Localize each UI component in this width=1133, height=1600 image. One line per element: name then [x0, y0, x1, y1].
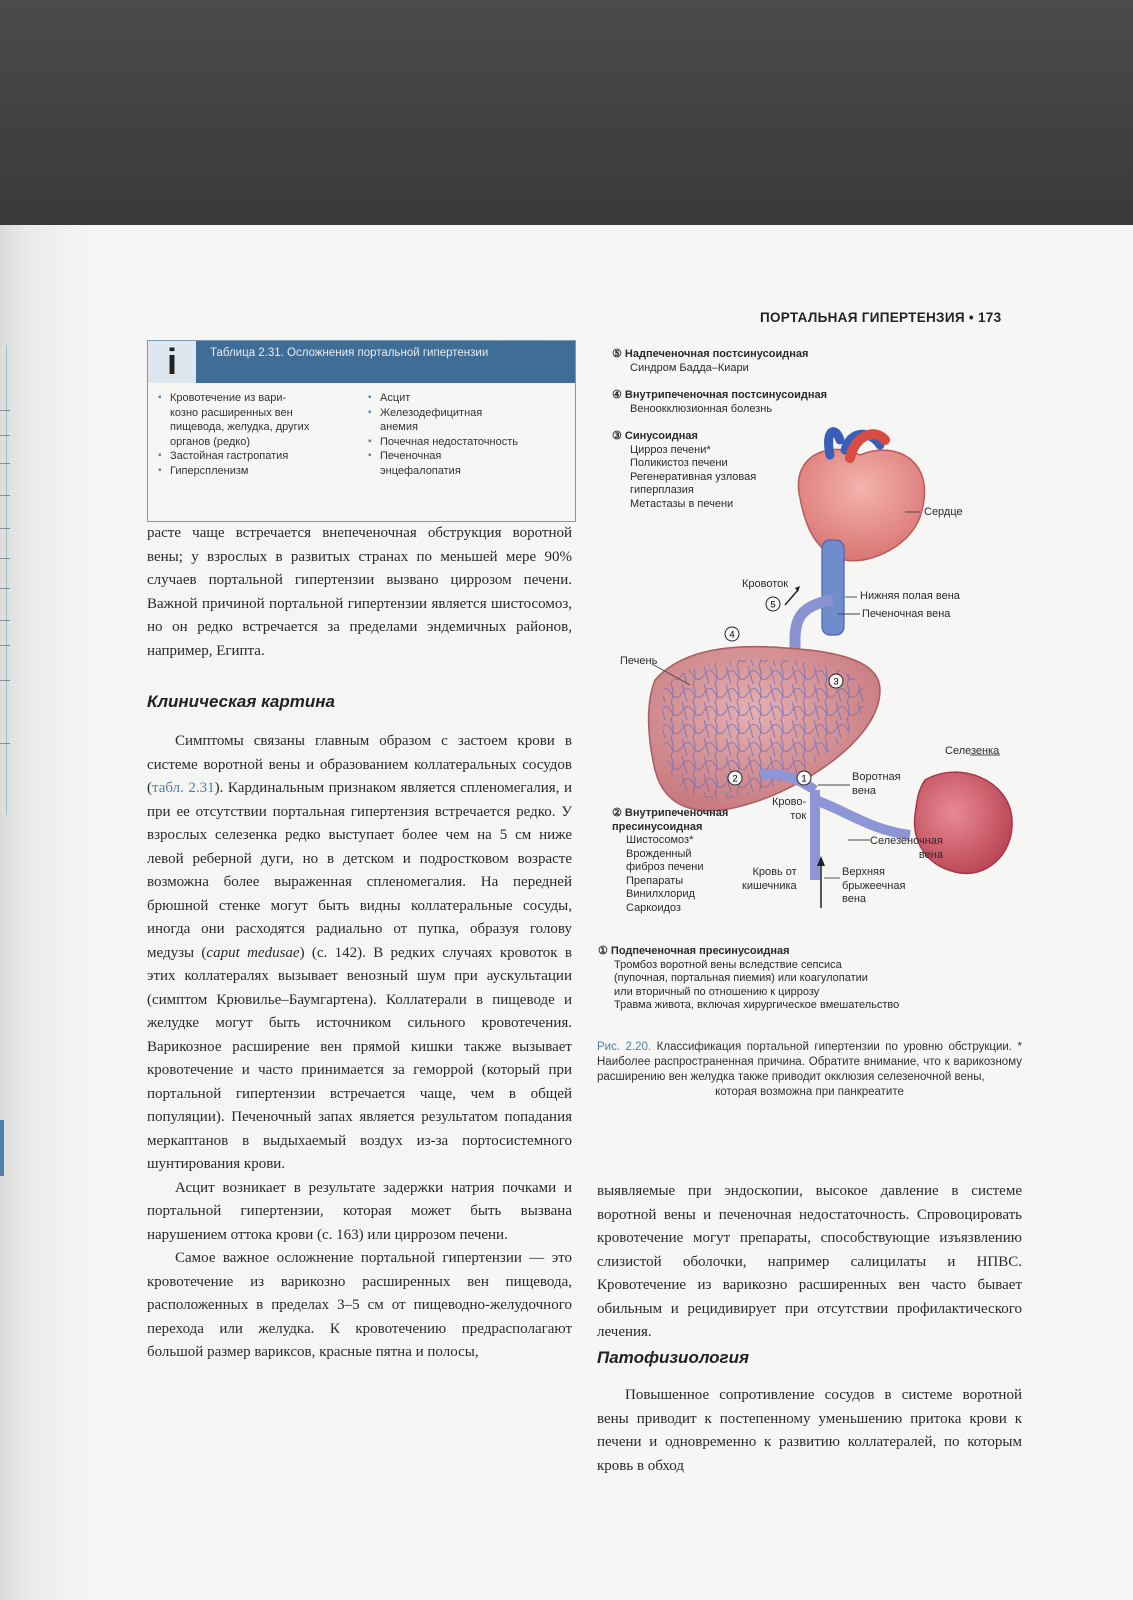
- label-blood-flow-top: Кровоток: [742, 578, 789, 590]
- label-intestine-blood: Кровь от кишечника: [742, 866, 797, 892]
- paragraph-bleeding: Самое важное осложнение портальной гипертензии — это кровотечение из варикозно расширенных вен пищевода, расположенных в пределах 3–5 см от пищеводно-желудочного перехода или желудка. К кровотечению предрасполагают большой размер вариксов, красные пятна и полосы,: [147, 1250, 572, 1360]
- group-5: ⑤ Надпеченочная постсинусоидная Синдром Бадда–Киари: [612, 348, 809, 374]
- marker-5-label: 5: [770, 599, 776, 611]
- list-item: ▪ Кровотечение из вари- козно расширенных вен пищевода, желудка, других органов (редко): [156, 391, 371, 449]
- left-intro-paragraph: расте чаще встречается внепеченочная обструкция воротной вены; у взрослых в развитых странах по меньшей мере 90% случаев портальной гипертензии вызвано циррозом печени. Важной причиной портальной гипертензии является шистосомоз, но он редко встречается за пределами эндемичных районов, например, Египта.: [147, 525, 572, 659]
- paragraph-continuation: выявляемые при эндоскопии, высокое давление в системе воротной вены и печеночная недостаточность. Спровоцировать кровотечение могут препараты, способствующие изъязвлению слизистой оболочки, например салицилаты и НПВС. Кровотечение из варикозно расширенных вен часто бывает обильным и рецидивирует при отсутствии профилактического лечения.: [597, 1183, 1022, 1340]
- marker-2-label: 2: [732, 773, 738, 785]
- paragraph-symptoms: Симптомы связаны главным образом с застоем крови в системе воротной вены и образованием коллатеральных сосудов (табл. 2.31). Кардинальным признаком является спленомегалия, и при ее отсутствии портальная гипертензия встречается редко. У взрослых селезенка редко выступает более чем на 5 см ниже левой реберной дуги, но в детском и подростковом возрасте возможна более выраженная спленомегалия. На передней брюшной стенке могут быть видны коллатеральные сосуды, иногда они расходятся радиально от пупка, образуя голову медузы (caput medusae) (с. 142). В редких случаях кровоток в этих коллатералях вызывает венозный шум при аускультации (симптом Крювилье–Баумгартена). Коллатерали в пищеводе и желудке могут быть источником сильного кровотечения. Варикозное расширение вен прямой кишки также вызывает кровотечение и часто принимается за геморрой (который при портальной гипертензии встречается чаще, чем в общей популяции). Печеночный запах является результатом попадания меркаптанов в выдыхаемый воздух из-за портосистемного шунтирования крови.: [147, 733, 572, 1172]
- paragraph-pathophysiology: Повышенное сопротивление сосудов в системе воротной вены приводит к постепенному уменьшению притока крови к печени и одновременно к развитию коллатералей, по которым кровь в обход: [597, 1387, 1022, 1474]
- inferior-vena-cava: [822, 540, 844, 635]
- table-reference-link[interactable]: табл. 2.31: [152, 780, 215, 796]
- group-4: ④ Внутрипеченочная постсинусоидная Веноокклюзионная болезнь: [612, 389, 828, 415]
- marker-3-label: 3: [833, 676, 839, 688]
- figure-caption: Рис. 2.20. Классификация портальной гипертензии по уровню обструкции. * Наиболее распространенная причина. Обратите внимание, что к варикозному расширению вен желудка также приводит окклюзия селезеночной вены, которая возможна при панкреатите: [597, 1041, 1022, 1098]
- label-blood-flow-bottom: Крово- ток: [772, 796, 807, 822]
- list-item: ▪ Застойная гастропатия: [156, 449, 371, 464]
- running-head: ПОРТАЛЬНАЯ ГИПЕРТЕНЗИЯ • 173: [760, 310, 1002, 325]
- paragraph-ascites: Асцит возникает в результате задержки натрия почками и портальной гипертензии, которая может быть вызвана нарушением оттока крови (с. 163) или циррозом печени.: [147, 1179, 572, 1243]
- group-2: ② Внутрипеченочная пресинусоидная Шистосомоз* Врожденный фиброз печени Препараты Винилхлорид Саркоидоз: [612, 807, 729, 914]
- label-liver: Печень: [620, 655, 658, 667]
- label-hepatic-vein: Печеночная вена: [862, 608, 951, 620]
- list-item: ▪ Печеночная энцефалопатия: [366, 449, 571, 478]
- marker-1-label: 1: [801, 773, 807, 785]
- group-3: ③ Синусоидная Цирроз печени* Поликистоз печени Регенеративная узловая гиперплазия Метастазы в печени: [612, 430, 757, 510]
- group-1: ① Подпеченочная пресинусоидная Тромбоз воротной вены вследствие сепсиса (пупочная, портальная пиемия) или коагулопатии или вторичный по отношению к циррозу Травма живота, включая хирургическое вмешательство: [598, 945, 900, 1011]
- list-item: ▪ Асцит: [366, 391, 571, 406]
- section-heading-pathophysiology: Патофизиология: [597, 1348, 750, 1367]
- label-smv: Верхняя брыжеечная вена: [842, 866, 906, 905]
- heart-illustration: [798, 432, 924, 561]
- info-icon: i: [148, 341, 196, 383]
- marker-4-label: 4: [729, 629, 735, 641]
- label-spleen: Селезенка: [945, 745, 1000, 757]
- label-ivc: Нижняя полая вена: [860, 590, 960, 602]
- list-item: ▪ Железодефицитная анемия: [366, 406, 571, 435]
- blood-flow-arrow-top: [785, 590, 798, 605]
- caption-number: Рис. 2.20.: [597, 1041, 652, 1053]
- list-item: ▪ Почечная недостаточность: [366, 435, 571, 450]
- label-portal-vein: Воротная вена: [852, 771, 901, 797]
- label-heart: Сердце: [924, 506, 963, 518]
- list-item: ▪ Гиперспленизм: [156, 464, 371, 479]
- section-heading-clinical: Клиническая картина: [147, 692, 335, 711]
- liver-illustration: [649, 647, 880, 811]
- table-title: Таблица 2.31. Осложнения портальной гипертензии: [210, 347, 489, 359]
- label-splenic-vein: Селезеночная вена: [870, 835, 943, 861]
